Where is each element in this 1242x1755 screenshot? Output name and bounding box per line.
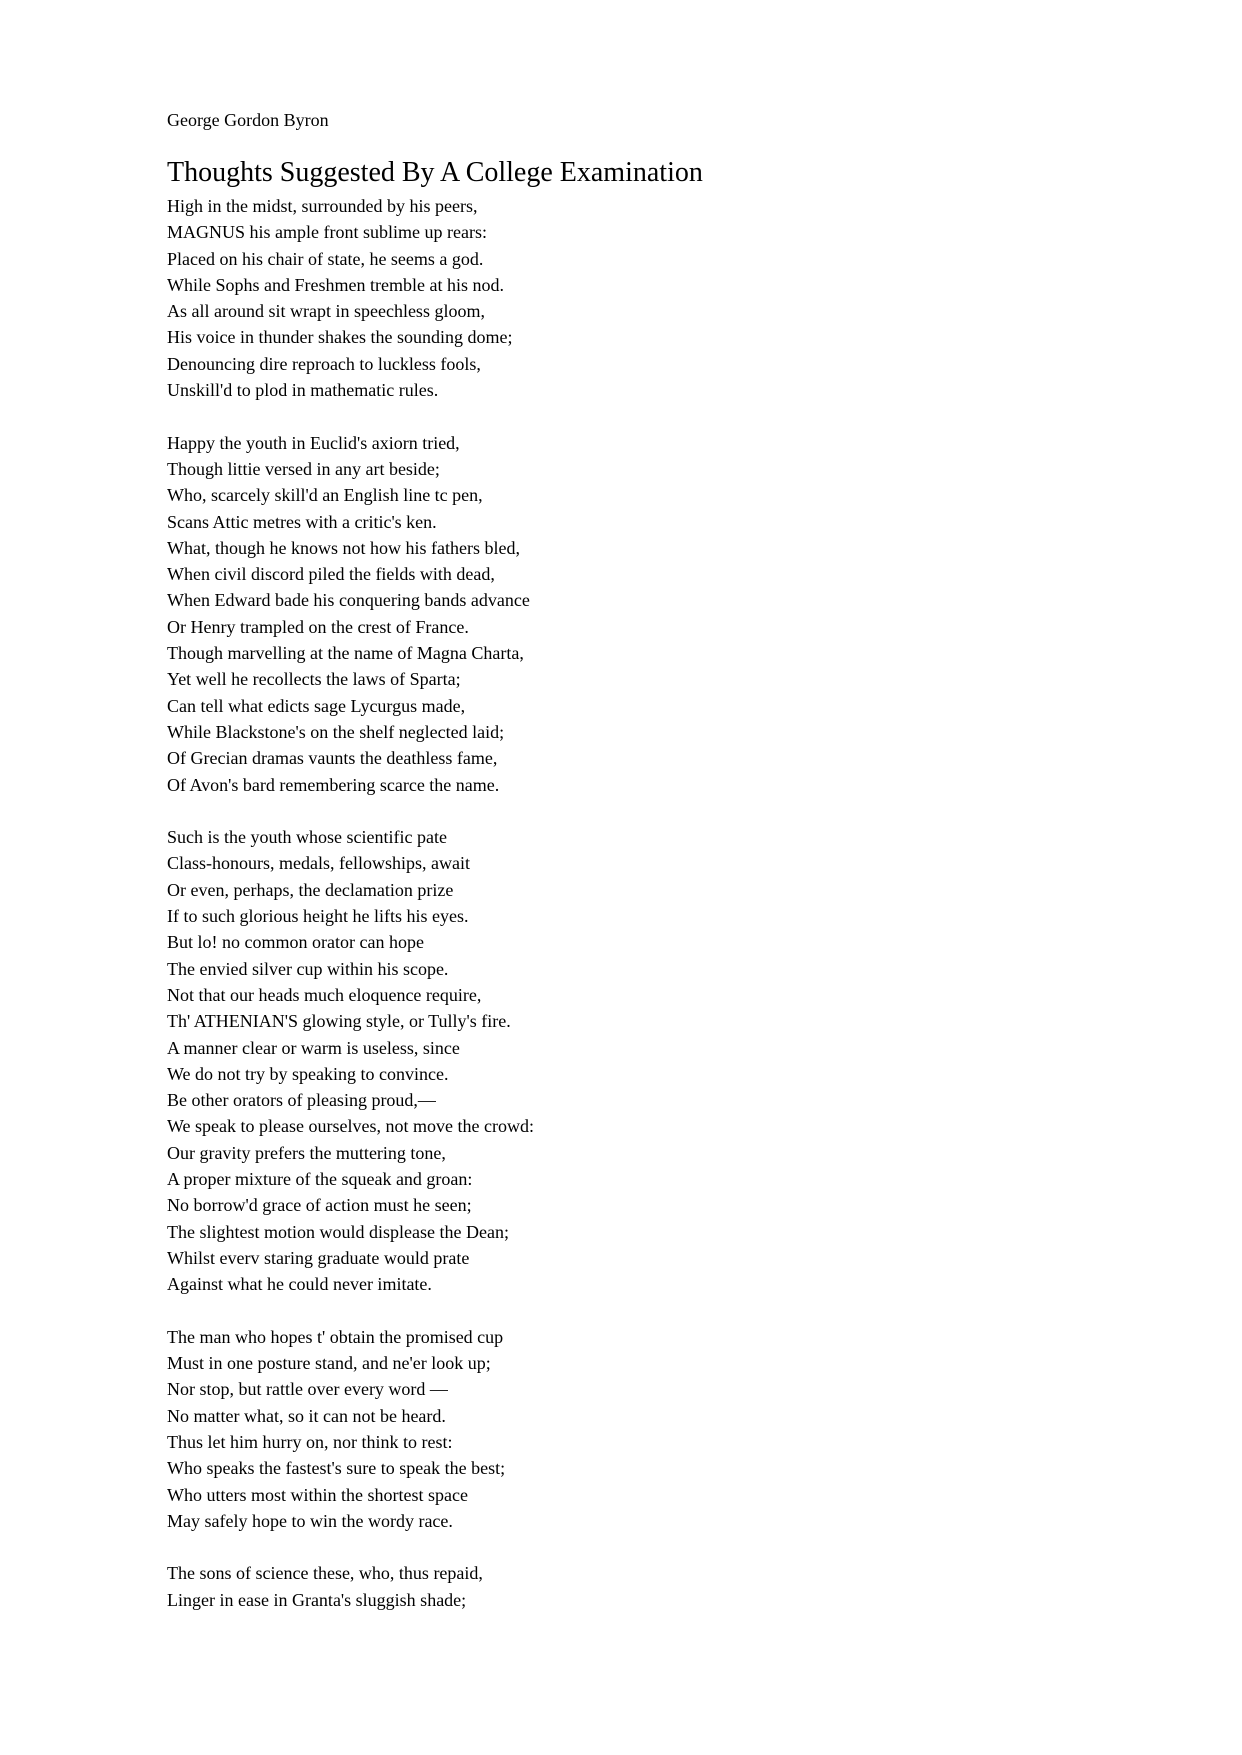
poem-line: The envied silver cup within his scope. [167,958,449,979]
poem-line: Of Grecian dramas vaunts the deathless fame, [167,748,498,769]
poem-line: Linger in ease in Granta's sluggish shade; [167,1589,467,1610]
poem-line: Though marvelling at the name of Magna Charta, [167,643,524,664]
poem-line: Not that our heads much eloquence require, [167,984,482,1005]
poem-body [167,193,1182,1613]
poem-line: Whilst everv staring graduate would prate [167,1247,470,1268]
poem-line: Can tell what edicts sage Lycurgus made, [167,695,466,716]
poem-line: Denouncing dire reproach to luckless fools, [167,353,481,374]
poem-line: A manner clear or warm is useless, since [167,1037,460,1058]
stanza [167,1560,1182,1613]
author-line: George Gordon Byron [167,110,329,130]
poem-line: Be other orators of pleasing proud,— [167,1090,436,1111]
stanza [167,430,1182,798]
poem-line: May safely hope to win the wordy race. [167,1510,453,1531]
poem-line: High in the midst, surrounded by his peers, [167,196,478,216]
poem-line: While Blackstone's on the shelf neglected laid; [167,721,505,742]
stanza [167,824,1182,1297]
poem-line: Yet well he recollects the laws of Sparta; [167,669,461,690]
poem-line: Our gravity prefers the muttering tone, [167,1142,446,1163]
poem-line: Unskill'd to plod in mathematic rules. [167,380,439,401]
poem-line: MAGNUS his ample front sublime up rears: [167,222,487,243]
poem-line: No borrow'd grace of action must he seen; [167,1195,472,1216]
poem-line: Must in one posture stand, and ne'er look up; [167,1353,491,1374]
poem-line: Thus let him hurry on, nor think to rest: [167,1431,453,1452]
poem-line: We do not try by speaking to convince. [167,1063,449,1084]
poem-line: We speak to please ourselves, not move the crowd: [167,1116,534,1137]
poem-line: A proper mixture of the squeak and groan: [167,1168,473,1189]
poem-line: But lo! no common orator can hope [167,932,424,953]
poem-line: His voice in thunder shakes the sounding dome; [167,327,513,348]
poem-line: Class-honours, medals, fellowships, await [167,853,470,874]
poem-line: Placed on his chair of state, he seems a god. [167,248,484,269]
poem-line: The slightest motion would displease the Dean; [167,1221,509,1242]
poem-line: Who, scarcely skill'd an English line tc pen, [167,485,483,506]
poem-line: The sons of science these, who, thus repaid, [167,1563,483,1584]
poem-line: Happy the youth in Euclid's axiorn tried, [167,432,460,453]
poem-line: Who speaks the fastest's sure to speak the best; [167,1458,506,1479]
poem-line: The man who hopes t' obtain the promised cup [167,1326,504,1347]
poem-line: If to such glorious height he lifts his eyes. [167,906,469,927]
poem-line: Scans Attic metres with a critic's ken. [167,511,437,532]
poem-line: What, though he knows not how his fathers bled, [167,537,520,558]
poem-line: When civil discord piled the fields with dead, [167,564,495,585]
poem-line: Though littie versed in any art beside; [167,458,440,479]
poem-line: No matter what, so it can not be heard. [167,1405,446,1426]
stanza [167,193,1182,403]
poem-line: Such is the youth whose scientific pate [167,827,447,848]
poem-line: Nor stop, but rattle over every word — [167,1379,448,1400]
poem-line: When Edward bade his conquering bands advance [167,590,530,611]
poem-line: Or even, perhaps, the declamation prize [167,879,454,900]
poem-line: As all around sit wrapt in speechless gloom, [167,301,485,322]
poem-line: Th' ATHENIAN'S glowing style, or Tully's fire. [167,1011,511,1032]
poem-line: Against what he could never imitate. [167,1274,432,1295]
poem-line: While Sophs and Freshmen tremble at his nod. [167,274,504,295]
poem-title: Thoughts Suggested By A College Examination [167,157,703,188]
poem-line: Who utters most within the shortest space [167,1484,468,1505]
stanza [167,1324,1182,1534]
poem-line: Of Avon's bard remembering scarce the name. [167,774,500,795]
poem-line: Or Henry trampled on the crest of France. [167,616,469,637]
